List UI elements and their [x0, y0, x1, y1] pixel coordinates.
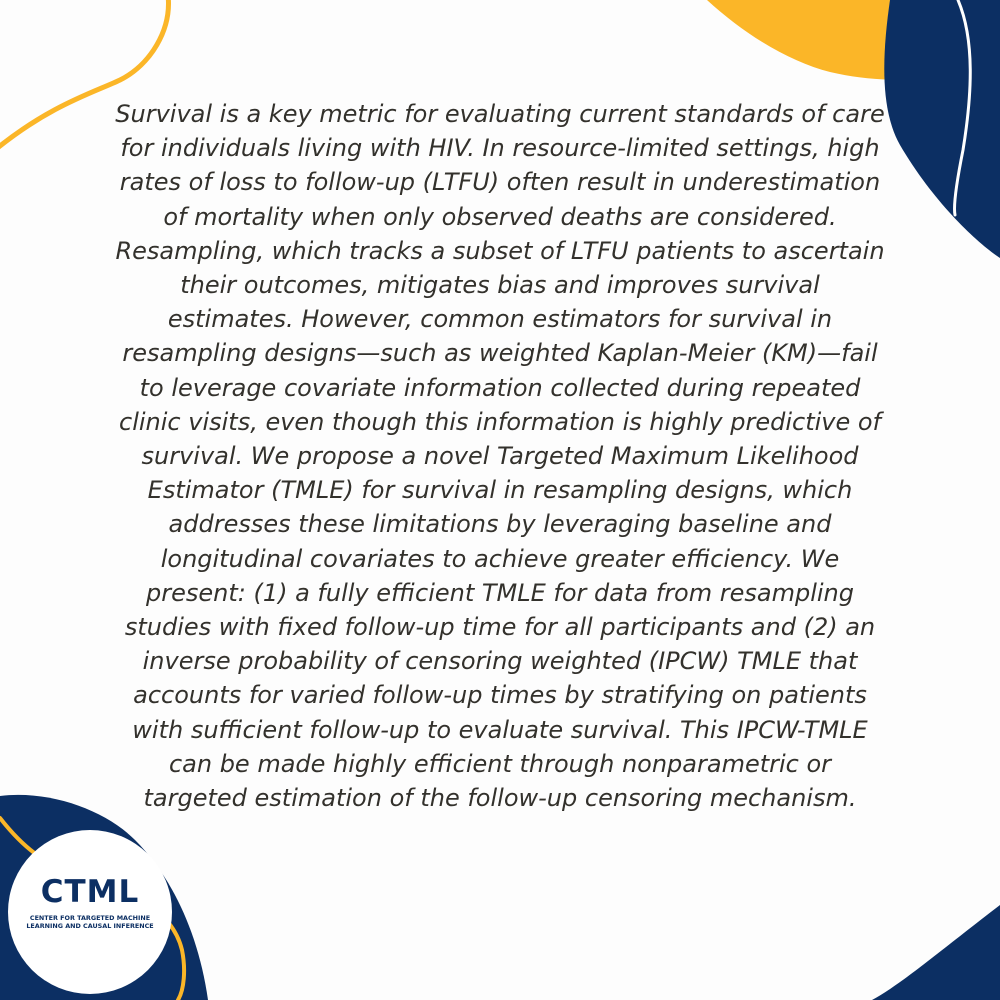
navy-curve-bottom-right — [872, 905, 1000, 1000]
abstract-text: Survival is a key metric for evaluating current standards of care for individuals living with HIV. In resource-limited settings, high rates of loss to follow-up (LTFU) often result in underestimation of mortality when only observed deaths are considered. Resampling, which tracks a subset of LTFU patients to ascertain their outcomes, mitigates bias and improves survival estimates. However, common estimators for survival in resampling designs—such as weighted Kaplan-Meier (KM)—fail to leverage covariate information collected during repeated clinic visits, even though this information is highly predictive of survival. We propose a novel Targeted Maximum Likelihood Estimator (TMLE) for survival in resampling designs, which addresses these limitations by leveraging baseline and longitudinal covariates to achieve greater efficiency. We present: (1) a fully efficient TMLE for data from resampling studies with fixed follow-up time for all participants and (2) an inverse probability of censoring weighted (IPCW) TMLE that accounts for varied follow-up times by stratifying on patients with sufficient follow-up to evaluate survival. This IPCW-TMLE can be made highly efficient through nonparametric or targeted estimation of the follow-up censoring mechanism. — [115, 100, 885, 813]
logo-mark: CTML — [40, 874, 140, 910]
ctml-logo — [8, 830, 172, 994]
logo-subtitle: CENTER FOR TARGETED MACHINE LEARNING AND CAUSAL INFERENCE — [26, 914, 154, 930]
navy-blob-top-right — [884, 0, 1000, 258]
